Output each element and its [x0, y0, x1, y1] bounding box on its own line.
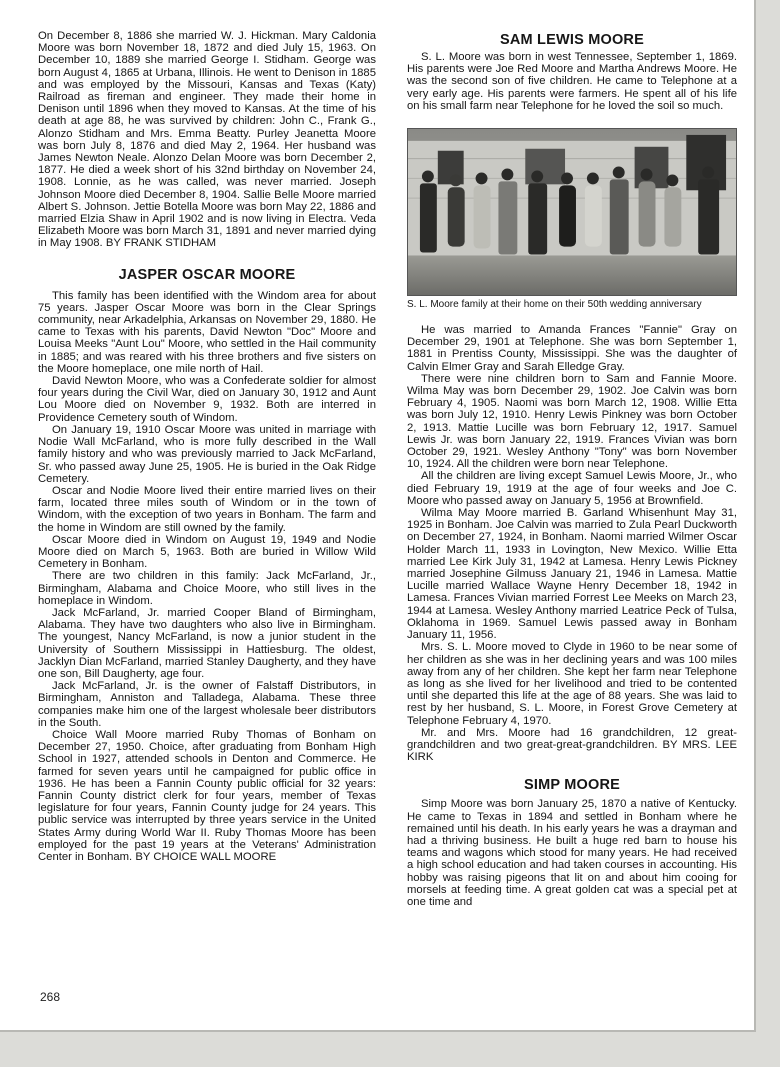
article-paragraph: Oscar and Nodie Moore lived their entire married lives on their farm, located three miles south of Windom or in the town of Windom, with the exception of two years in Bonham. The farm and the home in Windom are still owned by the family. [38, 484, 376, 534]
article-paragraph: Jack McFarland, Jr. is the owner of Falstaff Distributors, in Birmingham, Anniston and Talladega, Alabama. These three companies make him one of the largest wholesale beer distributors in the South. [38, 680, 376, 729]
article-paragraph: Mr. and Mrs. Moore had 16 grandchildren, 12 great-grandchildren and two great-great-grandchildren. BY MRS. LEE KIRK [407, 726, 737, 764]
article-paragraph: Jack McFarland, Jr. married Cooper Bland of Birmingham, Alabama. They have two daughters who also live in Birmingham. The youngest, Nancy McFarland, is now a junior student in the University of Southern Mississippi in Hattiesburg. The oldest, Jacklyn Dian McFarland, married Stanley Daugherty, and they have one son, Bill Daugherty, age four. [38, 606, 376, 680]
article-paragraph: Choice Wall Moore married Ruby Thomas of Bonham on December 27, 1950. Choice, after graduating from Bonham High School in 1927, attended schools in Denton and Commerce. He farmed for seven years until he campaigned for public office in 1936. He has been a Fannin County public official for 32 years: Fannin County district clerk for four years, member of Texas legislature for four years, Fannin County judge for 24 years. This public service was interrupted by three years service in the United States Army during World War II. Ruby Thomas Moore has been employed for the past 19 years at the Veterans' Administration Center in Bonham. BY CHOICE WALL MOORE [38, 728, 376, 863]
stidham-continuation-paragraph: On December 8, 1886 she married W. J. Hickman. Mary Caldonia Moore was born November 18, 1872 and died July 15, 1963. On December 10, 1889 she married George I. Stidham. George was born August 4, 1865 at Urbana, Illinois. He went to Denison in 1885 and was employed by the Missouri, Kansas and Texas (Katy) Railroad as fireman and engineer. They made their home in Denison until 1896 when they moved to Kansas. At the time of his death at age 88, he was survived by children: John C., Frank G., Alonzo Stidham and Mrs. Emma Beatty. Purley Jeanetta Moore was born July 8, 1876 and died May 2, 1964. Her husband was James Newton Neale. Alonzo Delan Moore was born December 2, 1877. He died a week short of his 32nd birthday on November 24, 1908. Lonnie, as he was called, was never married. Joseph Johnson Moore died December 8, 1904. Sallie Belle Moore married Albert S. Johnson. Jettie Botella Moore was born May 22, 1886 and married Elzia Shaw in April 1902 and is now living in Electra. Veda Elizabeth Moore was born March 31, 1891 and never married dying in May 1908. BY FRANK STIDHAM [38, 30, 376, 250]
article-paragraph: On January 19, 1910 Oscar Moore was united in marriage with Nodie Wall McFarland, who is more fully described in the Wall family history and who was previously married to Jack McFarland, Sr. who passed away June 25, 1905. He is buried in the Oak Ridge Cemetery. [38, 423, 376, 485]
article-paragraph: Simp Moore was born January 25, 1870 a native of Kentucky. He came to Texas in 1894 and settled in Bonham where he remained until his death. In his early years he was a drayman and had a thriving business. He built a huge red barn to house his teams and wagons which stood for many years. He had received a high school education and had taken courses in accounting. His hobby was raising pigeons that lit on and about him cooing for morsels at feeding time. A great golden cat was a special pet at one time and [407, 798, 737, 908]
article-paragraph: There were nine children born to Sam and Fannie Moore. Wilma May was born December 29, 1902. Joe Calvin was born February 4, 1905. Naomi was born March 12, 1908. Willie Etta was born July 12, 1910. Henry Lewis Pinkney was born October 2, 1913. Mattie Lucille was born February 12, 1917. Samuel Lewis Jr. was born January 22, 1919. Frances Vivian was born October 29, 1921. Wesley Anthony "Tony" was born November 10, 1924. All the children were born near Telephone. [407, 372, 737, 471]
article-paragraph: He was married to Amanda Frances "Fannie" Gray on December 29, 1901 at Telephone. She was born September 1, 1881 in Prentiss County, Mississippi. She was the daughter of Calvin Elmer Gray and Sarah Elledge Gray. [407, 324, 737, 373]
article-paragraph: All the children are living except Samuel Lewis Moore, Jr., who died February 19, 1919 at the age of four weeks and Joe C. Moore who passed away on January 5, 1956 at Brownfield. [407, 470, 737, 507]
article-paragraph: Wilma May Moore married B. Garland Whisenhunt May 31, 1925 in Bonham. Joe Calvin was married to Zula Pearl Duckworth on December 27, 1924, in Bonham. Naomi married Wilmer Oscar Holder March 11, 1933 in Lovington, New Mexico. Willie Etta married Lee Kirk July 31, 1942 at Lamesa. Henry Lewis Pickney married Josephine Gilmuss January 21, 1946 in Lamesa. Mattie Lucille married Wallace Wayne Henry December 18, 1942 in Lamesa. Frances Vivian married Forrest Lee Meeks on March 23, 1944 at Lamesa. Wesley Anthony married Leatrice Peck of Tulsa, Oklahoma in 1969. Samuel Lewis passed away in Bonham January 11, 1956. [407, 507, 737, 642]
family-group-photo [407, 128, 737, 296]
photo-caption: S. L. Moore family at their home on their 50th wedding anniversary [407, 299, 702, 311]
page-number: 268 [40, 990, 61, 1004]
article-paragraph: Oscar Moore died in Windom on August 19, 1949 and Nodie Moore died on March 5, 1963. Both are buried in Willow Wild Cemetery in Bonham. [38, 533, 376, 571]
article-paragraph: There are two children in this family: Jack McFarland, Jr., Birmingham, Alabama and Choice Moore, who still lives in the homeplace in Windom. [38, 570, 376, 607]
right-column [407, 30, 737, 908]
article-paragraph: Mrs. S. L. Moore moved to Clyde in 1960 to be near some of her children as she was in her declining years and was 100 miles away from any of her children. She kept her farm near Telephone as long as she lived for her livelihood and tried to be contented until she departed this life at the age of 88 years. She was laid to rest by her husband, S. L. Moore, in Forest Grove Cemetery at Telephone February 4, 1970. [407, 641, 737, 727]
article-paragraph: This family has been identified with the Windom area for about 75 years. Jasper Oscar Moore was born in the Clear Springs community, near Arkadelphia, Arkansas on November 29, 1880. He came to Texas with his parents, David Newton "Doc" Moore and Louisa Meeks "Aunt Lou" Moore, who settled in the Hail community in 1885; and was reared with his three brothers and five sisters on the Moore homeplace, one mile north of Hail. [38, 289, 376, 375]
article-paragraph: S. L. Moore was born in west Tennessee, September 1, 1869. His parents were Joe Red Moore and Martha Andrews Moore. He was the second son of five children. He came to Telephone at a very early age. His parents were farmers. He spent all of his life on his small farm near Telephone for he loved the soil so much. [407, 51, 737, 112]
article-paragraph: David Newton Moore, who was a Confederate soldier for almost four years during the Civil War, died on January 30, 1912 and Aunt Lou Moore died on November 9, 1932. Both are interred in Providence Cemetery south of Windom. [38, 375, 376, 424]
simp-moore-heading: SIMP MOORE [524, 777, 620, 794]
left-column [38, 30, 376, 863]
sam-lewis-moore-heading: SAM LEWIS MOORE [500, 32, 644, 48]
jasper-oscar-moore-heading: JASPER OSCAR MOORE [118, 266, 296, 283]
